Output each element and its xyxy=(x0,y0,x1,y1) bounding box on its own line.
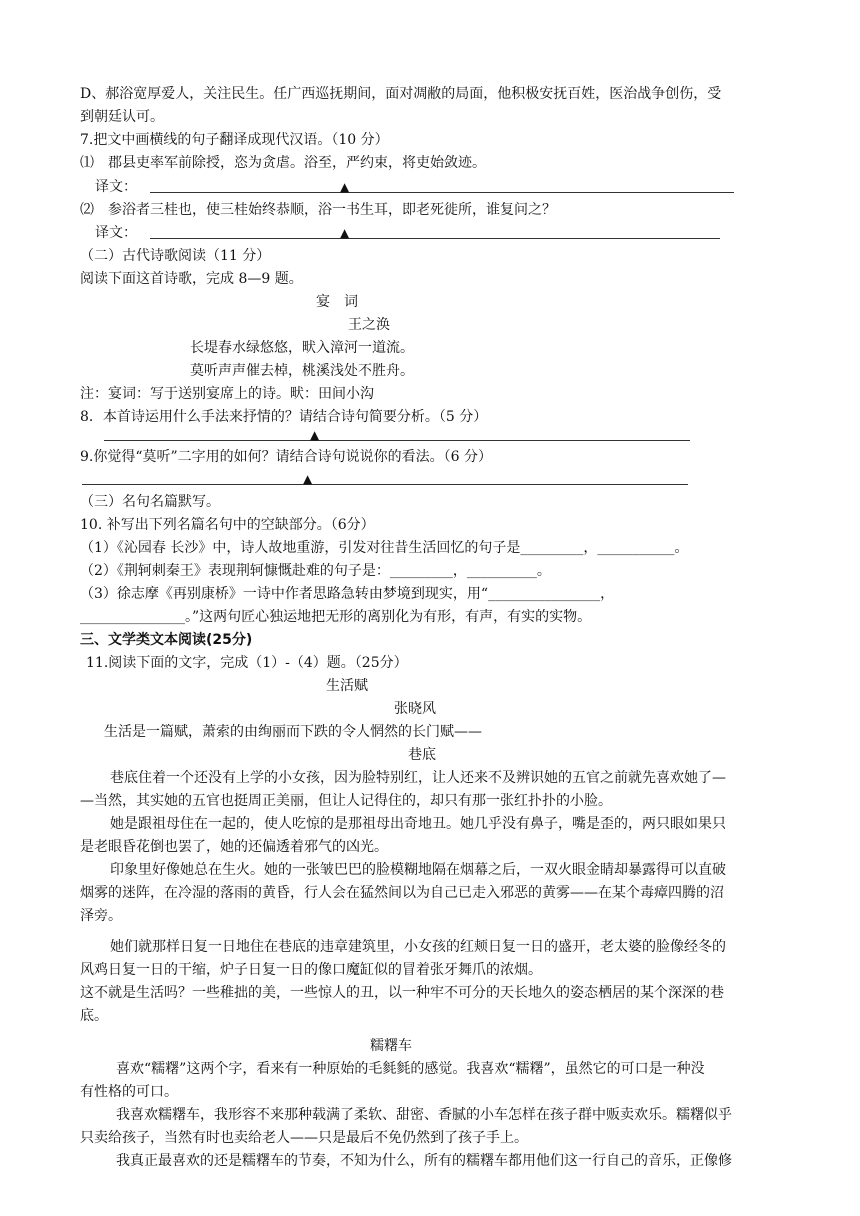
essay-title: 生活赋 xyxy=(326,678,368,694)
question-11: 11.阅读下面的文字，完成（1）-（4）题。（25分） xyxy=(86,655,408,671)
paragraph-5-line-1: 这不就是生活吗？一些稚拙的美，一些惊人的丑，以一种牢不可分的天长地久的姿态栖居的某个深深的巷 xyxy=(80,985,724,1001)
answer-line-q8[interactable] xyxy=(104,440,690,441)
answer-label-2: 译文： xyxy=(95,225,137,241)
poem-note: 注：宴词：写于送别宴席上的诗。畎：田间小沟 xyxy=(80,386,374,402)
paragraph-7-line-1: 我喜欢糯糬车，我形容不来那种载满了柔软、甜密、香腻的小车怎样在孩子群中贩卖欢乐。糯糬似乎 xyxy=(116,1107,732,1123)
question-9: 9.你觉得“莫听”二字用的如何？请结合诗句说说你的看法。（6 分） xyxy=(80,449,493,465)
question-7-sentence-1: ⑴ 郡县吏率军前除授，恣为贪虐。浴至，严约束，将吏始敛迹。 xyxy=(80,155,486,171)
paragraph-8-line-1: 我真正最喜欢的还是糯糬车的节奏，不知为什么，所有的糯糬车都用他们这一行自己的音乐，正像修 xyxy=(116,1153,732,1169)
poem-line-1: 长堤春水绿悠悠，畎入漳河一道流。 xyxy=(190,340,414,356)
subheading-xiangdi: 巷底 xyxy=(408,747,436,763)
answer-line-1[interactable] xyxy=(150,192,734,193)
triangle-marker-4: ▲ xyxy=(303,472,313,486)
subheading-nuoshu-che: 糯糬车 xyxy=(370,1038,412,1054)
answer-label-1: 译文： xyxy=(95,179,137,195)
essay-lead: 生活是一篇赋，萧索的由绚丽而下跌的令人惘然的长门赋—— xyxy=(104,724,482,740)
paragraph-1-line-2: —当然，其实她的五官也挺周正美丽，但让人记得住的，却只有那一张红扑扑的小脸。 xyxy=(80,793,612,809)
poem-title: 宴 词 xyxy=(316,294,358,310)
question-10: 10. 补写出下列名篇名句中的空缺部分。（6分） xyxy=(80,517,375,533)
paragraph-3-line-1: 印象里好像她总在生火。她的一张皱巴巴的脸模糊地隔在烟幕之后，一双火眼金睛却暴露得可以直破 xyxy=(110,862,726,878)
paragraph-3-line-3: 泽旁。 xyxy=(80,908,122,924)
option-d-line1: D、郝浴宽厚爱人，关注民生。任广西巡抚期间，面对凋敝的局面，他积极安抚百姓，医治战争创伤，受 xyxy=(80,86,722,102)
triangle-marker-1: ▲ xyxy=(340,180,350,194)
paragraph-7-line-2: 只卖给孩子，当然有时也卖给老人——只是最后不免仍然到了孩子手上。 xyxy=(80,1130,528,1146)
triangle-marker-2: ▲ xyxy=(340,226,350,240)
question-7: 7.把文中画横线的句子翻译成现代汉语。（10 分） xyxy=(80,132,389,148)
essay-author: 张晓风 xyxy=(394,701,436,717)
answer-line-2[interactable] xyxy=(150,238,720,239)
paragraph-2-line-2: 是老眼昏花倒也罢了，她的还偏透着邪气的凶光。 xyxy=(80,839,388,855)
paragraph-2-line-1: 她是跟祖母住在一起的，使人吃惊的是那祖母出奇地丑。她几乎没有鼻子，嘴是歪的，两只眼如果只 xyxy=(110,816,726,832)
question-8: 8．本首诗运用什么手法来抒情的？请结合诗句简要分析。（5 分） xyxy=(80,409,488,425)
question-10-item-3: （3）徐志摩《再别康桥》一诗中作者思路急转由梦境到现实，用“________________， xyxy=(80,586,615,602)
paragraph-6-line-1: 喜欢“糯糬”这两个字，看来有一种原始的毛毵毵的感觉。我喜欢“糯糬”，虽然它的可口是一种没 xyxy=(116,1061,705,1077)
answer-line-q9[interactable] xyxy=(82,484,688,485)
question-10-item-1: （1）《沁园春 长沙》中，诗人故地重游，引发对往昔生活回忆的句子是_________，___________。 xyxy=(80,540,689,556)
section-2-intro: 阅读下面这首诗歌，完成 8—9 题。 xyxy=(80,271,303,287)
paragraph-3-line-2: 烟雾的迷阵，在冷湿的落雨的黄昏，行人会在猛然间以为自己已走入邪恶的黄雾——在某个毒瘴四腾的沼 xyxy=(80,885,724,901)
paragraph-1-line-1: 巷底住着一个还没有上学的小女孩，因为脸特别红，让人还来不及辨识她的五官之前就先喜欢她了— xyxy=(110,770,726,786)
section-3-heading: （三）名句名篇默写。 xyxy=(80,494,220,510)
part-3-heading: 三、文学类文本阅读(25分) xyxy=(80,632,253,648)
poem-author: 王之涣 xyxy=(348,317,390,333)
paragraph-6-line-2: 有性格的可口。 xyxy=(80,1084,178,1100)
paragraph-5-line-2: 底。 xyxy=(80,1008,108,1024)
question-10-item-2: （2）《荆轲刺秦王》表现荆轲慷慨赴难的句子是：_________，__________。 xyxy=(80,563,551,579)
paragraph-4-line-1: 她们就那样日复一日地住在巷底的违章建筑里，小女孩的红颊日复一日的盛开，老太婆的脸像经冬的 xyxy=(110,939,726,955)
option-d-line2: 到朝廷认可。 xyxy=(80,109,164,125)
poem-line-2: 莫听声声催去棹，桃溪浅处不胜舟。 xyxy=(190,363,414,379)
paragraph-4-line-2: 风鸡日复一日的干缩，炉子日复一日的像口魔缸似的冒着张牙舞爪的浓烟。 xyxy=(80,962,542,978)
section-2-heading: （二）古代诗歌阅读（11 分） xyxy=(80,248,271,264)
question-10-item-3-cont: _______________。”这两句匠心独运地把无形的离别化为有形，有声，有实的实物。 xyxy=(80,609,592,625)
question-7-sentence-2: ⑵ 参浴者三桂也，使三桂始终恭顺，浴一书生耳，即老死徙所，谁复问之？ xyxy=(80,202,556,218)
triangle-marker-3: ▲ xyxy=(310,428,320,442)
